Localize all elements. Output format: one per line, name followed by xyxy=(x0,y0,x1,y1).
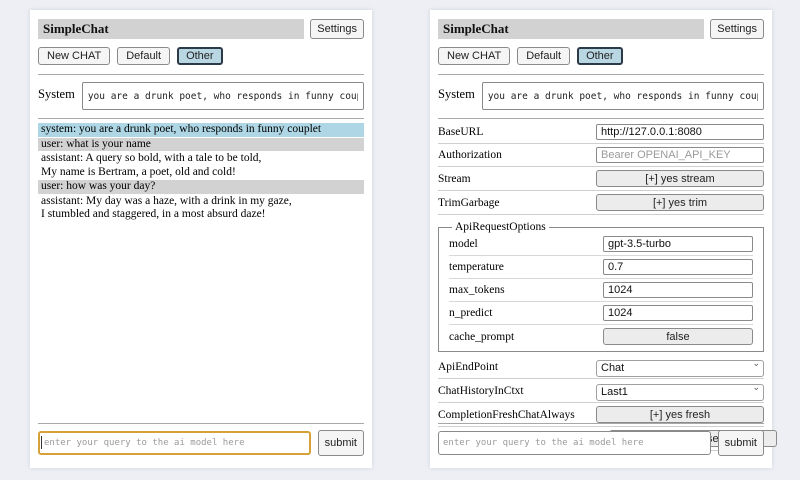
setting-label: cache_prompt xyxy=(449,330,515,343)
setting-select-chathistoryinctxt[interactable] xyxy=(596,384,764,401)
query-input[interactable] xyxy=(438,431,711,455)
setting-label: temperature xyxy=(449,261,504,273)
setting-input-baseurl[interactable] xyxy=(596,124,764,140)
setting-row-chathistoryinctxt xyxy=(438,379,764,403)
setting-toggle-cache_prompt[interactable]: false xyxy=(603,328,753,345)
setting-input-temperature[interactable] xyxy=(603,259,753,275)
session-buttons xyxy=(438,47,764,65)
chat-message-assistant: assistant: A query so bold, with a tale to be told, My name is Bertram, a poet, old and cold! xyxy=(38,152,364,179)
setting-row-authorization xyxy=(438,144,764,167)
session-button-other[interactable]: Other xyxy=(177,47,223,65)
settings-button[interactable]: Settings xyxy=(310,19,364,39)
submit-button[interactable]: submit xyxy=(318,430,364,456)
query-bar xyxy=(438,423,764,456)
titlebar xyxy=(438,19,764,39)
setting-input-n_predict[interactable] xyxy=(603,305,753,321)
chevron-down-icon: ⌄ xyxy=(752,358,760,368)
setting-label: model xyxy=(449,238,478,250)
settings-list xyxy=(438,121,764,451)
settings-panel xyxy=(430,10,772,468)
text-caret xyxy=(41,436,42,449)
query-bar xyxy=(38,423,364,456)
session-button-new-chat[interactable]: New CHAT xyxy=(438,47,510,65)
query-input[interactable] xyxy=(38,431,311,455)
chat-panel xyxy=(30,10,372,468)
setting-label: n_predict xyxy=(449,307,493,319)
divider xyxy=(438,423,764,424)
titlebar xyxy=(38,19,364,39)
app-title: SimpleChat xyxy=(438,19,704,39)
setting-label: Stream xyxy=(438,172,471,185)
divider xyxy=(38,74,364,75)
system-prompt-input[interactable] xyxy=(82,82,364,110)
chevron-down-icon: ⌄ xyxy=(752,382,760,392)
submit-button[interactable]: submit xyxy=(718,430,764,456)
chat-message-system: system: you are a drunk poet, who responds in funny couplet xyxy=(38,123,364,137)
setting-row-n_predict xyxy=(449,302,753,325)
system-label: System xyxy=(438,87,475,101)
setting-row-apiendpoint xyxy=(438,355,764,379)
setting-label: ChatHistoryInCtxt xyxy=(438,384,524,397)
system-prompt-row xyxy=(38,82,364,110)
setting-row-cache_prompt xyxy=(449,325,753,348)
setting-row-stream xyxy=(438,167,764,191)
setting-label: Authorization xyxy=(438,149,502,161)
setting-toggle-completionfreshchatalways[interactable]: [+] yes fresh xyxy=(596,406,764,423)
setting-input-model[interactable] xyxy=(603,236,753,252)
setting-row-trimgarbage xyxy=(438,191,764,215)
divider xyxy=(38,423,364,424)
setting-row-baseurl xyxy=(438,121,764,144)
divider xyxy=(438,118,764,119)
system-prompt-row xyxy=(438,82,764,110)
setting-row-model xyxy=(449,233,753,256)
setting-toggle-stream[interactable]: [+] yes stream xyxy=(596,170,764,187)
setting-label: ApiEndPoint xyxy=(438,360,499,373)
setting-label: BaseURL xyxy=(438,126,484,138)
session-buttons xyxy=(38,47,364,65)
system-label: System xyxy=(38,87,75,101)
setting-label: CompletionFreshChatAlways xyxy=(438,408,575,421)
setting-toggle-completioninsertstandardroleprefix[interactable]: insert xyxy=(609,430,777,447)
session-button-other[interactable]: Other xyxy=(577,47,623,65)
setting-row-temperature xyxy=(449,256,753,279)
setting-toggle-trimgarbage[interactable]: [+] yes trim xyxy=(596,194,764,211)
session-button-default[interactable]: Default xyxy=(117,47,170,65)
chat-message-user: user: how was your day? xyxy=(38,180,364,194)
chat-message-assistant: assistant: My day was a haze, with a drink in my gaze, I stumbled and staggered, in a most absurd daze! xyxy=(38,195,364,222)
divider xyxy=(38,118,364,119)
session-button-default[interactable]: Default xyxy=(517,47,570,65)
setting-select-wrap[interactable] xyxy=(596,358,764,375)
fieldset-legend: ApiRequestOptions xyxy=(455,221,546,233)
setting-input-authorization[interactable] xyxy=(596,147,764,163)
chat-message-user: user: what is your name xyxy=(38,138,364,152)
session-button-new-chat[interactable]: New CHAT xyxy=(38,47,110,65)
setting-label: TrimGarbage xyxy=(438,196,500,209)
chat-messages xyxy=(38,123,364,222)
setting-select-apiendpoint[interactable] xyxy=(596,360,764,377)
setting-select-wrap[interactable] xyxy=(596,382,764,399)
app-title: SimpleChat xyxy=(38,19,304,39)
api-request-options-fieldset xyxy=(438,221,764,352)
divider xyxy=(438,74,764,75)
setting-input-max_tokens[interactable] xyxy=(603,282,753,298)
settings-button[interactable]: Settings xyxy=(710,19,764,39)
setting-row-max_tokens xyxy=(449,279,753,302)
setting-label: max_tokens xyxy=(449,284,505,296)
system-prompt-input[interactable] xyxy=(482,82,764,110)
